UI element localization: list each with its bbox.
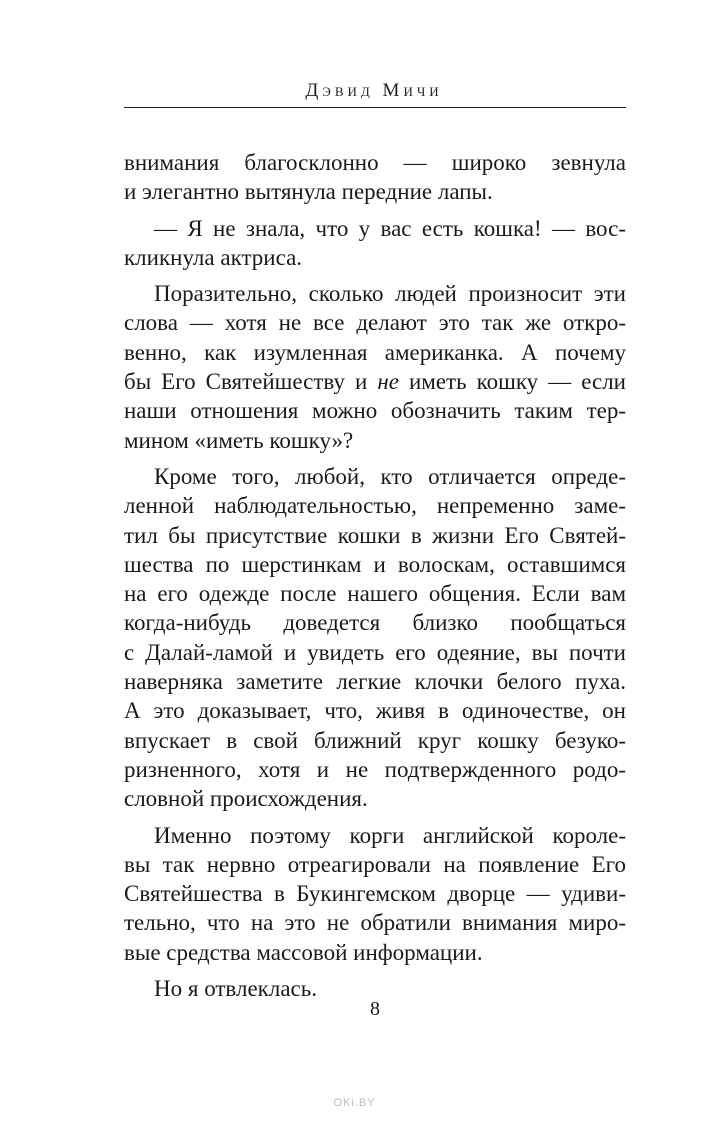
text-line: Именно поэтому корги английской короле-	[154, 822, 626, 848]
text-line: мином «иметь кошку»?	[124, 427, 354, 453]
text-line: Святейшества в Букингемском дворце — удиви-	[124, 881, 626, 907]
text-line: слова — хотя не все делают это так же откро-	[124, 310, 626, 336]
watermark: OKi.BY	[333, 1097, 376, 1109]
text-line: ризненного, хотя и не подтвержденного родо-	[124, 756, 626, 782]
text-line: на его одежде после нашего общения. Если вам	[124, 581, 626, 607]
text-line: А это доказывает, что, живя в одиночестве, он	[124, 698, 626, 724]
text-line: тил бы присутствие кошки в жизни Его Святей-	[124, 522, 626, 548]
text-line: внимания благосклонно — широко зевнула	[124, 150, 626, 175]
text-line: и элегантно вытянула передние лапы.	[124, 179, 493, 205]
text-line: кликнула актриса.	[124, 244, 303, 270]
text-line: Кроме того, любой, кто отличается опреде-	[154, 463, 626, 489]
header-rule	[124, 107, 626, 108]
text-line: когда-нибудь доведется близко пообщаться	[124, 610, 626, 636]
text-line: ленной наблюдательностью, непременно заме-	[124, 493, 626, 519]
text-line: вы так нервно отреагировали на появление Его	[124, 851, 626, 877]
body-text	[124, 148, 626, 1003]
text-line: тельно, что на это не обратили внимания миро-	[124, 910, 626, 936]
emphasized-word: не	[377, 369, 399, 395]
text-line: — Я не знала, что у вас есть кошка! — вос-	[154, 215, 626, 241]
text-line: наверняка заметите легкие клочки белого пуха.	[124, 669, 626, 695]
text-line: шества по шерстинкам и волоскам, оставшимся	[124, 551, 626, 577]
running-head-author: Дэвид Мичи	[305, 80, 443, 101]
text-line: словной происхождения.	[124, 786, 368, 812]
text-line: Но я отвлеклась.	[154, 976, 317, 1002]
text-line: с Далай-ламой и увидеть его одеяние, вы почти	[124, 639, 626, 665]
text-line: вые средства массовой информации.	[124, 939, 483, 965]
text-line-with-emphasis	[124, 367, 626, 396]
text-line: впускает в свой ближний круг кошку безуко-	[124, 727, 626, 753]
text-fragment: бы Его Святейшеству и	[124, 369, 378, 395]
text-line: наши отношения можно обозначить таким тер-	[124, 398, 626, 424]
page-number: 8	[370, 998, 380, 1020]
text-fragment: иметь кошку — если	[398, 369, 626, 395]
text-line: венно, как изумленная американка. А почему	[124, 339, 626, 365]
text-line: Поразительно, сколько людей произносит эти	[154, 281, 626, 307]
